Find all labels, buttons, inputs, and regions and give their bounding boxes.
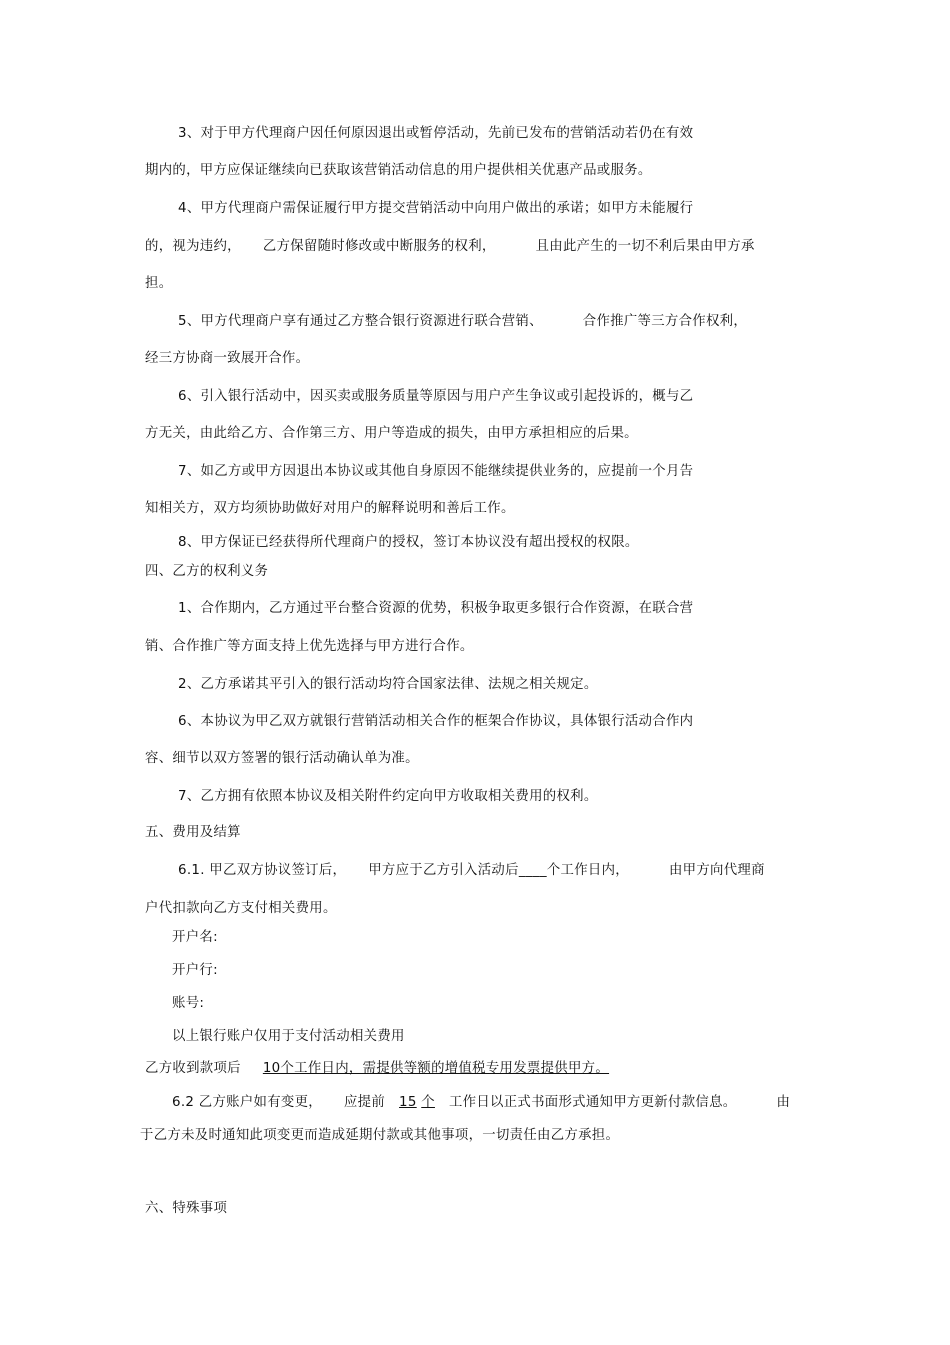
fee-6-2-part-1: 6.2 乙方账户如有变更， [172,1095,322,1110]
clause-3-line-1: 3、对于甲方代理商户因任何原因退出或暂停活动，先前已发布的营销活动若仍在有效 [178,126,694,141]
fee-6-2-line-2: 于乙方未及时通知此项变更而造成延期付款或其他事项，一切责任由乙方承担。 [140,1128,620,1143]
fee-6-2-line-1 [172,1094,790,1112]
fee-6-1-line-1 [178,862,765,880]
clause-6-line-2: 方无关，由此给乙方、合作第三方、用户等造成的损失，由甲方承担相应的后果。 [145,426,638,441]
receipt-line [145,1060,609,1078]
clause-4-part-3: 且由此产生的一切不利后果由甲方承 [535,239,755,254]
account-note: 以上银行账户仅用于支付活动相关费用 [172,1029,405,1044]
fee-6-2-days: 15 [399,1095,417,1110]
section-5-heading: 五、费用及结算 [145,825,241,840]
clause-4-part-1: 的，视为违约， [145,239,241,254]
receipt-days: 10 [262,1061,281,1076]
receipt-part-1: 乙方收到款项后 [145,1061,241,1076]
fee-6-1-part-4: 由甲方向代理商 [668,863,765,878]
clause-4-part-2: 乙方保留随时修改或中断服务的权利， [262,239,496,254]
fee-6-2-part-4: 由 [776,1095,791,1110]
clause-8-line: 8、甲方保证已经获得所代理商户的授权，签订本协议没有超出授权的权限。 [178,535,639,550]
clause-4-line-3: 担。 [145,276,173,291]
clause-5-line-2: 经三方协商一致展开合作。 [145,351,310,366]
clause-5-line-1 [178,313,747,331]
fee-6-2-part-2: 应提前 [343,1095,386,1110]
clause-4-line-1: 4、甲方代理商户需保证履行甲方提交营销活动中向用户做出的承诺；如甲方未能履行 [178,201,694,216]
b-clause-1-line-2: 销、合作推广等方面支持上优先选择与甲方进行合作。 [145,639,474,654]
section-6-heading: 六、特殊事项 [145,1201,228,1216]
account-bank-label: 开户行: [172,963,218,978]
b-clause-6-line-2: 容、细节以双方签署的银行活动确认单为准。 [145,751,419,766]
clause-5-part-2: 合作推广等三方合作权利， [582,314,748,329]
fee-6-1-line-2: 户代扣款向乙方支付相关费用。 [145,901,337,916]
fee-6-1-part-2: 甲方应于乙方引入活动后 [368,863,519,878]
section-4-heading: 四、乙方的权利义务 [145,564,269,579]
clause-4-line-2 [145,238,755,256]
b-clause-6-line-1: 6、本协议为甲乙双方就银行营销活动相关合作的框架合作协议，具体银行活动合作内 [178,714,694,729]
account-number-label: 账号: [172,996,205,1011]
fee-6-1-part-1: 6.1. 甲乙双方协议签订后， [178,863,347,878]
fee-6-2-unit: 个 [421,1095,435,1110]
account-name-label: 开户名: [172,930,218,945]
fee-6-1-blank: ____ [518,863,547,878]
clause-3-line-2: 期内的，甲方应保证继续向已获取该营销活动信息的用户提供相关优惠产品或服务。 [145,163,652,178]
clause-7-line-1: 7、如乙方或甲方因退出本协议或其他自身原因不能继续提供业务的，应提前一个月告 [178,464,694,479]
fee-6-2-part-3: 工作日以正式书面形式通知甲方更新付款信息。 [448,1095,737,1110]
b-clause-2-line: 2、乙方承诺其平引入的银行活动均符合国家法律、法规之相关规定。 [178,677,598,692]
receipt-part-2: 个工作日内，需提供等额的增值税专用发票提供甲方。 [280,1061,610,1076]
b-clause-7-line: 7、乙方拥有依照本协议及相关附件约定向甲方收取相关费用的权利。 [178,789,598,804]
clause-7-line-2: 知相关方，双方均须协助做好对用户的解释说明和善后工作。 [145,501,515,516]
clause-5-part-1: 5、甲方代理商户享有通过乙方整合银行资源进行联合营销、 [178,314,543,329]
b-clause-1-line-1: 1、合作期内，乙方通过平台整合资源的优势，积极争取更多银行合作资源，在联合营 [178,601,694,616]
fee-6-1-part-3: 个工作日内， [546,863,629,878]
clause-6-line-1: 6、引入银行活动中，因买卖或服务质量等原因与用户产生争议或引起投诉的，概与乙 [178,389,694,404]
